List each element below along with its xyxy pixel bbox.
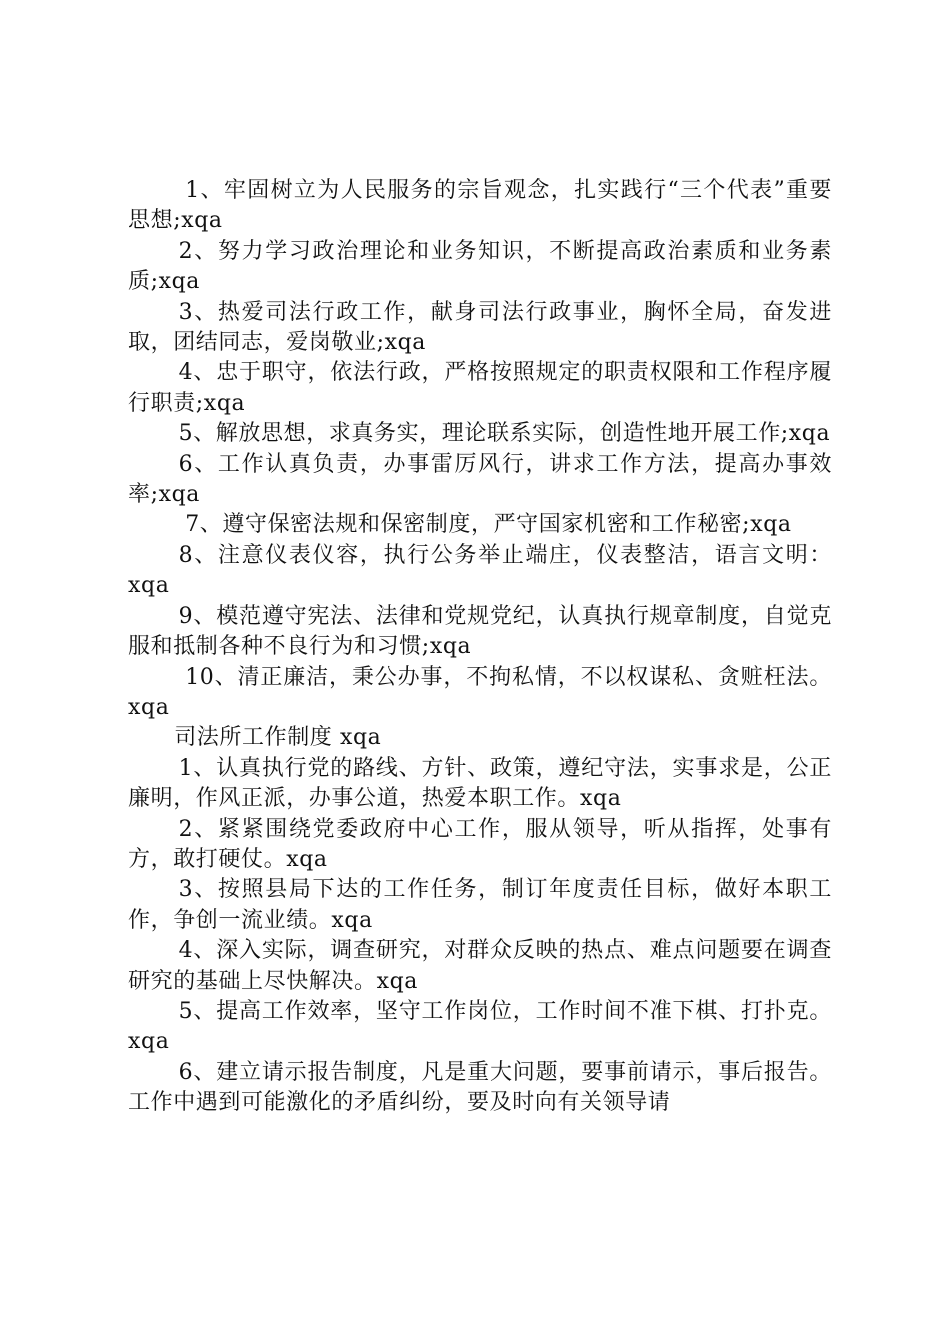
paragraph: 6、工作认真负责，办事雷厉风行，讲求工作方法，提高办事效率;xqa — [128, 451, 832, 508]
paragraph: 6、建立请示报告制度，凡是重大问题，要事前请示，事后报告。工作中遇到可能激化的矛盾纠纷，要及时向有关领导请 — [128, 1059, 832, 1116]
paragraph: 8、注意仪表仪容，执行公务举止端庄，仪表整洁，语言文明：xqa — [128, 542, 832, 599]
paragraph: 10、清正廉洁，秉公办事，不拘私情，不以权谋私、贪赃枉法。xqa — [128, 664, 832, 720]
paragraph: 7、遵守保密法规和保密制度，严守国家机密和工作秘密;xqa — [185, 512, 792, 538]
paragraph: 9、模范遵守宪法、法律和党规党纪，认真执行规章制度，自觉克服和抵制各种不良行为和习惯;xqa — [128, 603, 832, 660]
paragraph: 5、提高工作效率，坚守工作岗位，工作时间不准下棋、打扑克。xqa — [128, 998, 832, 1055]
paragraph: 1、认真执行党的路线、方针、政策，遵纪守法，实事求是，公正廉明，作风正派，办事公道，热爱本职工作。xqa — [128, 755, 832, 812]
paragraph: 5、解放思想，求真务实，理论联系实际，创造性地开展工作;xqa — [178, 421, 831, 447]
document-body — [128, 176, 832, 1119]
paragraph: 3、热爱司法行政工作，献身司法行政事业，胸怀全局，奋发进取，团结同志，爱岗敬业;xqa — [128, 299, 832, 356]
paragraph: 1、牢固树立为人民服务的宗旨观念，扎实践行“三个代表”重要思想;xqa — [128, 178, 832, 234]
paragraph: 4、忠于职守，依法行政，严格按照规定的职责权限和工作程序履行职责;xqa — [128, 360, 832, 416]
paragraph: 2、努力学习政治理论和业务知识，不断提高政治素质和业务素质;xqa — [128, 238, 832, 295]
paragraph: 3、按照县局下达的工作任务，制订年度责任目标，做好本职工作，争创一流业绩。xqa — [128, 877, 832, 933]
paragraph: 2、紧紧围绕党委政府中心工作，服从领导，听从指挥，处事有方，敢打硬仗。xqa — [128, 816, 832, 872]
paragraph: 4、深入实际，调查研究，对群众反映的热点、难点问题要在调查研究的基础上尽快解决。xqa — [128, 938, 832, 994]
section-heading: 司法所工作制度 xqa — [174, 725, 382, 751]
